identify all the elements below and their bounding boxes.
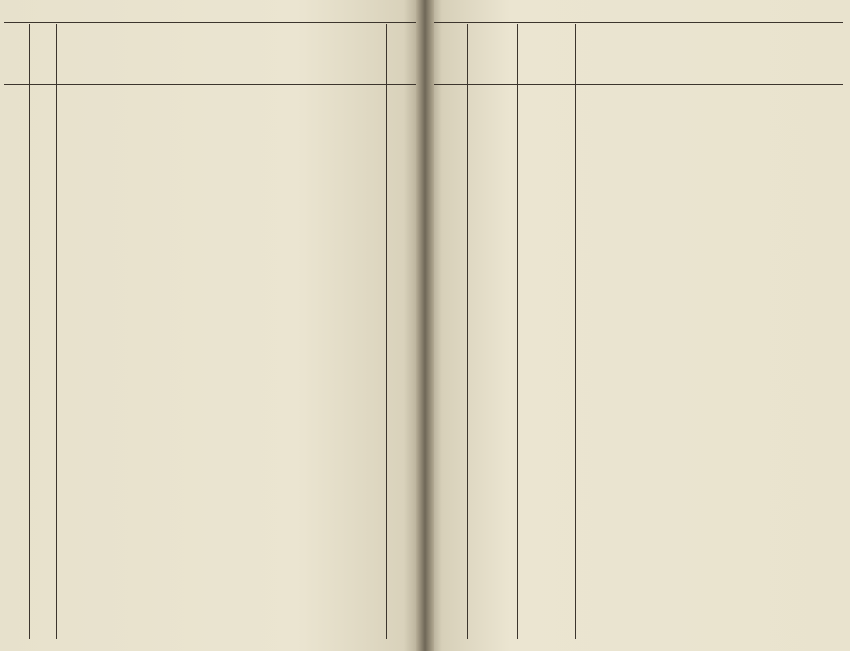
col-rule [575, 24, 576, 639]
header-bottom-rule [4, 84, 416, 85]
col-rule [467, 24, 468, 639]
right-page [425, 0, 850, 651]
col-rule [386, 24, 387, 639]
col-rule [517, 24, 518, 639]
header-top-rule [433, 22, 843, 23]
header-top-rule [4, 22, 416, 23]
col-rule [29, 24, 30, 639]
book-spine [416, 0, 434, 651]
header-bottom-rule [433, 84, 843, 85]
col-rule [56, 24, 57, 639]
